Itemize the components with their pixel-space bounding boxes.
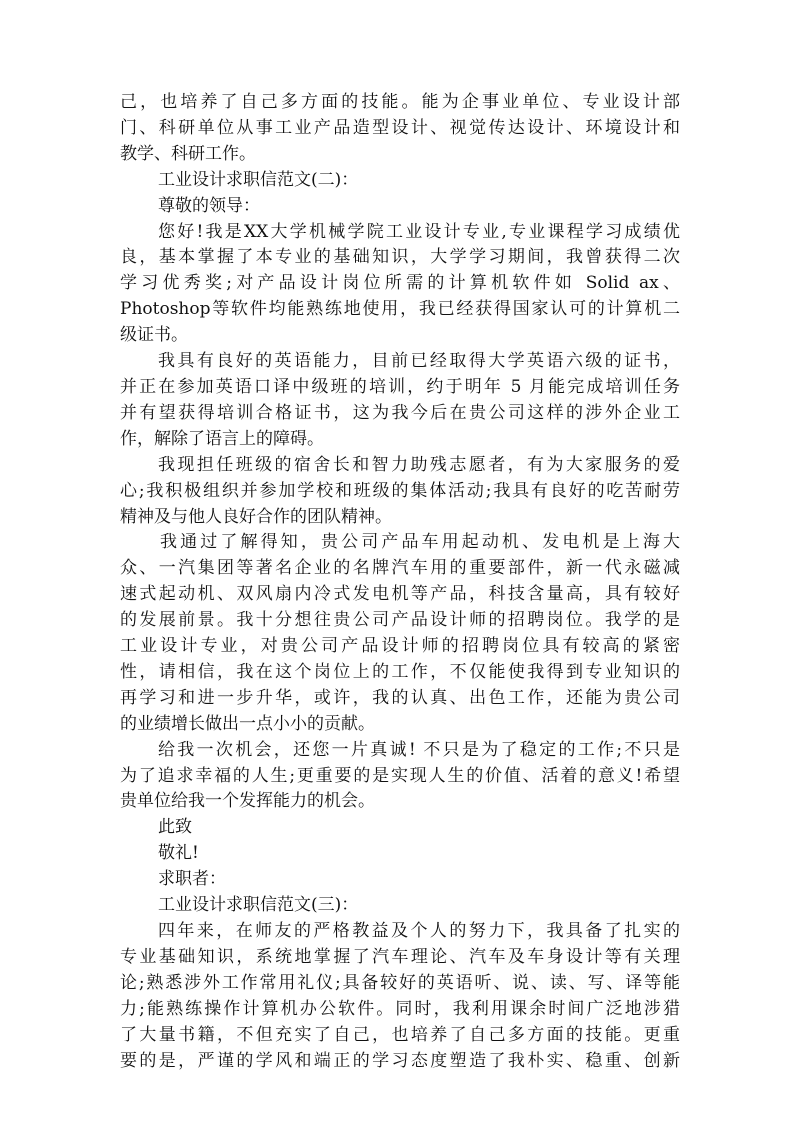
text-line: 学习优秀奖;对产品设计岗位所需的计算机软件如 Solid ax、 [120,273,680,294]
text-line: 力;能熟练操作计算机办公软件。同时，我利用课余时间广泛地涉猎 [120,998,680,1019]
text-line: 论;熟悉涉外工作常用礼仪;具备较好的英语听、说、读、写、译等能 [120,972,680,993]
text-line: 尊敬的领导： [158,195,260,216]
text-line: 我现担任班级的宿舍长和智力助残志愿者，有为大家服务的爱 [158,454,680,475]
text-line: 敬礼! [158,843,199,864]
text-line: 我通过了解得知，贵公司产品车用起动机、发电机是上海大 [160,532,680,553]
text-line: 工业设计求职信范文(二)： [158,169,359,190]
paragraph-greeting [120,220,680,350]
text-line: 专业基础知识，系统地掌握了汽车理论、汽车及车身设计等有关理 [120,946,680,967]
text-line: 工业设计专业，对贵公司产品设计师的招聘岗位具有较高的紧密 [120,636,680,657]
text-line: 级证书。 [120,325,188,346]
text-line: 精神及与他人良好合作的团队精神。 [120,506,392,527]
text-line: 并正在参加英语口译中级班的培训，约于明年 5 月能完成培训任务 [120,376,680,397]
text-line: 性，请相信，我在这个岗位上的工作，不仅能使我得到专业知识的 [120,661,680,682]
text-line: 了大量书籍，不但充实了自己，也培养了自己多方面的技能。更重 [120,1024,680,1045]
document-page [120,90,680,1074]
text-line: 己，也培养了自己多方面的技能。能为企事业单位、专业设计部 [120,92,680,112]
text-line: 并有望获得培训合格证书，这为我今后在贵公司这样的涉外企业工 [120,402,680,423]
text-line: 众、一汽集团等著名企业的名牌汽车用的重要部件，新一代永磁减 [120,558,680,579]
paragraph-four-years [120,919,680,1074]
text-line: 要的是，严谨的学风和端正的学习态度塑造了我朴实、稳重、创新 [120,1050,680,1071]
text-line: 贵单位给我一个发挥能力的机会。 [120,791,375,812]
text-line: 门、科研单位从事工业产品造型设计、视觉传达设计、环境设计和 [120,117,680,138]
paragraph-activities [120,453,680,531]
text-line: 的发展前景。我十分想往贵公司产品设计师的招聘岗位。我学的是 [120,610,680,631]
text-line: 求职者： [158,869,226,890]
closing-1 [120,815,680,841]
text-line: 良，基本掌握了本专业的基础知识，大学学习期间，我曾获得二次 [120,247,680,268]
section-heading-3 [120,893,680,919]
text-line: 您好!我是XX大学机械学院工业设计专业,专业课程学习成绩优 [158,221,680,242]
text-line: 为了追求幸福的人生;更重要的是实现人生的价值、活着的意义!希望 [120,765,680,786]
paragraph-english [120,349,680,453]
text-line: 再学习和进一步升华，或许，我的认真、出色工作，还能为贵公司 [120,687,680,708]
paragraph-intro [120,90,680,168]
text-line: 四年来，在师友的严格教益及个人的努力下，我具备了扎实的 [158,921,680,941]
salutation [120,194,680,220]
section-heading-2 [120,168,680,194]
text-line: 教学、科研工作。 [120,143,256,164]
text-line: 的业绩增长做出一点小小的贡献。 [120,713,375,734]
paragraph-opportunity [120,738,680,816]
text-line: 心;我积极组织并参加学校和班级的集体活动;我具有良好的吃苦耐劳 [120,480,680,501]
text-line: 速式起动机、双风扇内冷式发电机等产品，科技含量高，具有较好 [120,584,680,605]
text-line: 给我一次机会，还您一片真诚! 不只是为了稳定的工作;不只是 [158,739,680,760]
text-line: Photoshop等软件均能熟练地使用，我已经获得国家认可的计算机二 [120,299,680,320]
text-line: 工业设计求职信范文(三)： [158,895,359,916]
text-line: 我具有良好的英语能力，目前已经取得大学英语六级的证书， [158,351,680,372]
signature-label [120,867,680,893]
text-line: 作，解除了语言上的障碍。 [120,428,324,449]
paragraph-company [120,530,680,737]
closing-2 [120,841,680,867]
text-line: 此致 [158,817,192,838]
